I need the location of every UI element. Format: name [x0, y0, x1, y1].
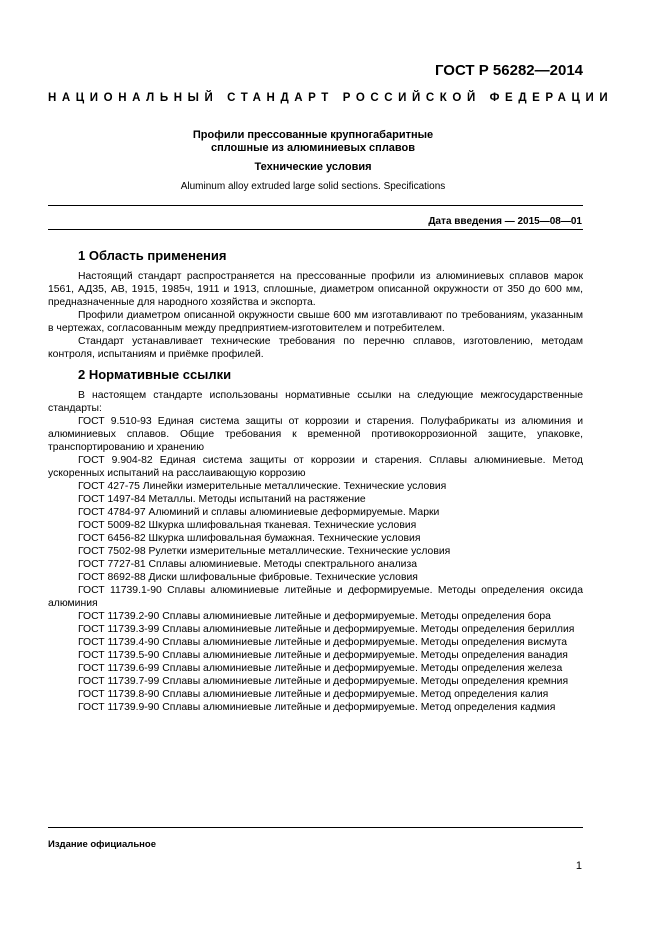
- reference-item: ГОСТ 5009-82 Шкурка шлифовальная тканевая. Технические условия: [78, 520, 417, 531]
- page-number: 1: [575, 860, 582, 872]
- reference-item: ГОСТ 6456-82 Шкурка шлифовальная бумажная. Технические условия: [78, 533, 421, 544]
- document-body: [48, 248, 583, 714]
- document-title: [48, 129, 578, 155]
- reference-item: ГОСТ 9.904-82 Единая система защиты от коррозии и старения. Сплавы алюминиевые. Метод ускоренных испытаний на расслаивающую коррозию: [48, 455, 583, 479]
- reference-item: ГОСТ 4784-97 Алюминий и сплавы алюминиевые деформируемые. Марки: [78, 507, 440, 518]
- section-1-heading: 1 Область применения: [78, 248, 227, 263]
- footer-divider: [48, 827, 583, 828]
- effective-date: Дата введения — 2015—08—01: [428, 216, 582, 227]
- reference-intro: В настоящем стандарте использованы нормативные ссылки на следующие межгосударственные стандарты:: [48, 390, 583, 414]
- edition-label: Издание официальное: [48, 839, 156, 850]
- reference-item: ГОСТ 1497-84 Металлы. Методы испытаний на растяжение: [78, 494, 366, 505]
- reference-item: ГОСТ 8692-88 Диски шлифовальные фибровые. Технические условия: [78, 572, 418, 583]
- section-1-paragraph: Настоящий стандарт распространяется на прессованные профили из алюминиевых сплавов марок 1561, АД35, АВ, 1915, 1985ч, 1911 и 1913, сплошные, диаметром описанной окружности от 350 до 600 мм, предназначенные для народного хозяйства и экспорта.: [48, 271, 583, 308]
- reference-item: ГОСТ 11739.5-90 Сплавы алюминиевые литейные и деформируемые. Методы определения ванадия: [78, 650, 568, 661]
- section-1-paragraph: Стандарт устанавливает технические требования по перечню сплавов, изготовлению, методам контроля, испытаниям и приёмке профилей.: [48, 336, 583, 360]
- section-2-heading: 2 Нормативные ссылки: [78, 367, 232, 382]
- standard-code: ГОСТ Р 56282—2014: [434, 62, 583, 79]
- reference-item: ГОСТ 11739.6-99 Сплавы алюминиевые литейные и деформируемые. Методы определения железа: [78, 663, 563, 674]
- title-line-2: сплошные из алюминиевых сплавов: [210, 142, 416, 154]
- document-subtitle: Технические условия: [254, 161, 372, 173]
- reference-item: ГОСТ 11739.1-90 Сплавы алюминиевые литейные и деформируемые. Методы определения оксида алюминия: [48, 585, 583, 609]
- reference-item: ГОСТ 11739.3-99 Сплавы алюминиевые литейные и деформируемые. Методы определения бериллия: [78, 624, 575, 635]
- reference-item: ГОСТ 11739.7-99 Сплавы алюминиевые литейные и деформируемые. Методы определения кремния: [78, 676, 569, 687]
- reference-item: ГОСТ 11739.4-90 Сплавы алюминиевые литейные и деформируемые. Методы определения висмута: [78, 637, 568, 648]
- national-standard-banner: НАЦИОНАЛЬНЫЙ СТАНДАРТ РОССИЙСКОЙ ФЕДЕРАЦИИ: [48, 92, 614, 104]
- reference-item: ГОСТ 7502-98 Рулетки измерительные металлические. Технические условия: [78, 546, 451, 557]
- reference-item: ГОСТ 11739.2-90 Сплавы алюминиевые литейные и деформируемые. Методы определения бора: [78, 611, 551, 622]
- reference-item: ГОСТ 11739.9-90 Сплавы алюминиевые литейные и деформируемые. Метод определения кадмия: [78, 702, 556, 713]
- reference-item: ГОСТ 11739.8-90 Сплавы алюминиевые литейные и деформируемые. Метод определения калия: [78, 689, 549, 700]
- reference-item: ГОСТ 7727-81 Сплавы алюминиевые. Методы спектрального анализа: [78, 559, 418, 570]
- reference-item: ГОСТ 427-75 Линейки измерительные металлические. Технические условия: [78, 481, 447, 492]
- english-title: Aluminum alloy extruded large solid sections. Specifications: [180, 181, 446, 192]
- divider-top: [48, 205, 583, 206]
- title-line-1: Профили прессованные крупногабаритные: [192, 129, 434, 141]
- section-1-paragraph: Профили диаметром описанной окружности свыше 600 мм изготавливают по требованиям, указанным в чертежах, согласованным между предприятием-изготовителем и потребителем.: [48, 310, 583, 334]
- divider-date: [48, 229, 583, 230]
- reference-item: ГОСТ 9.510-93 Единая система защиты от коррозии и старения. Полуфабрикаты из алюминия и алюминиевых сплавов. Общие требования к временной противокоррозионной защите, упаковке, транспортированию и хранению: [48, 416, 583, 453]
